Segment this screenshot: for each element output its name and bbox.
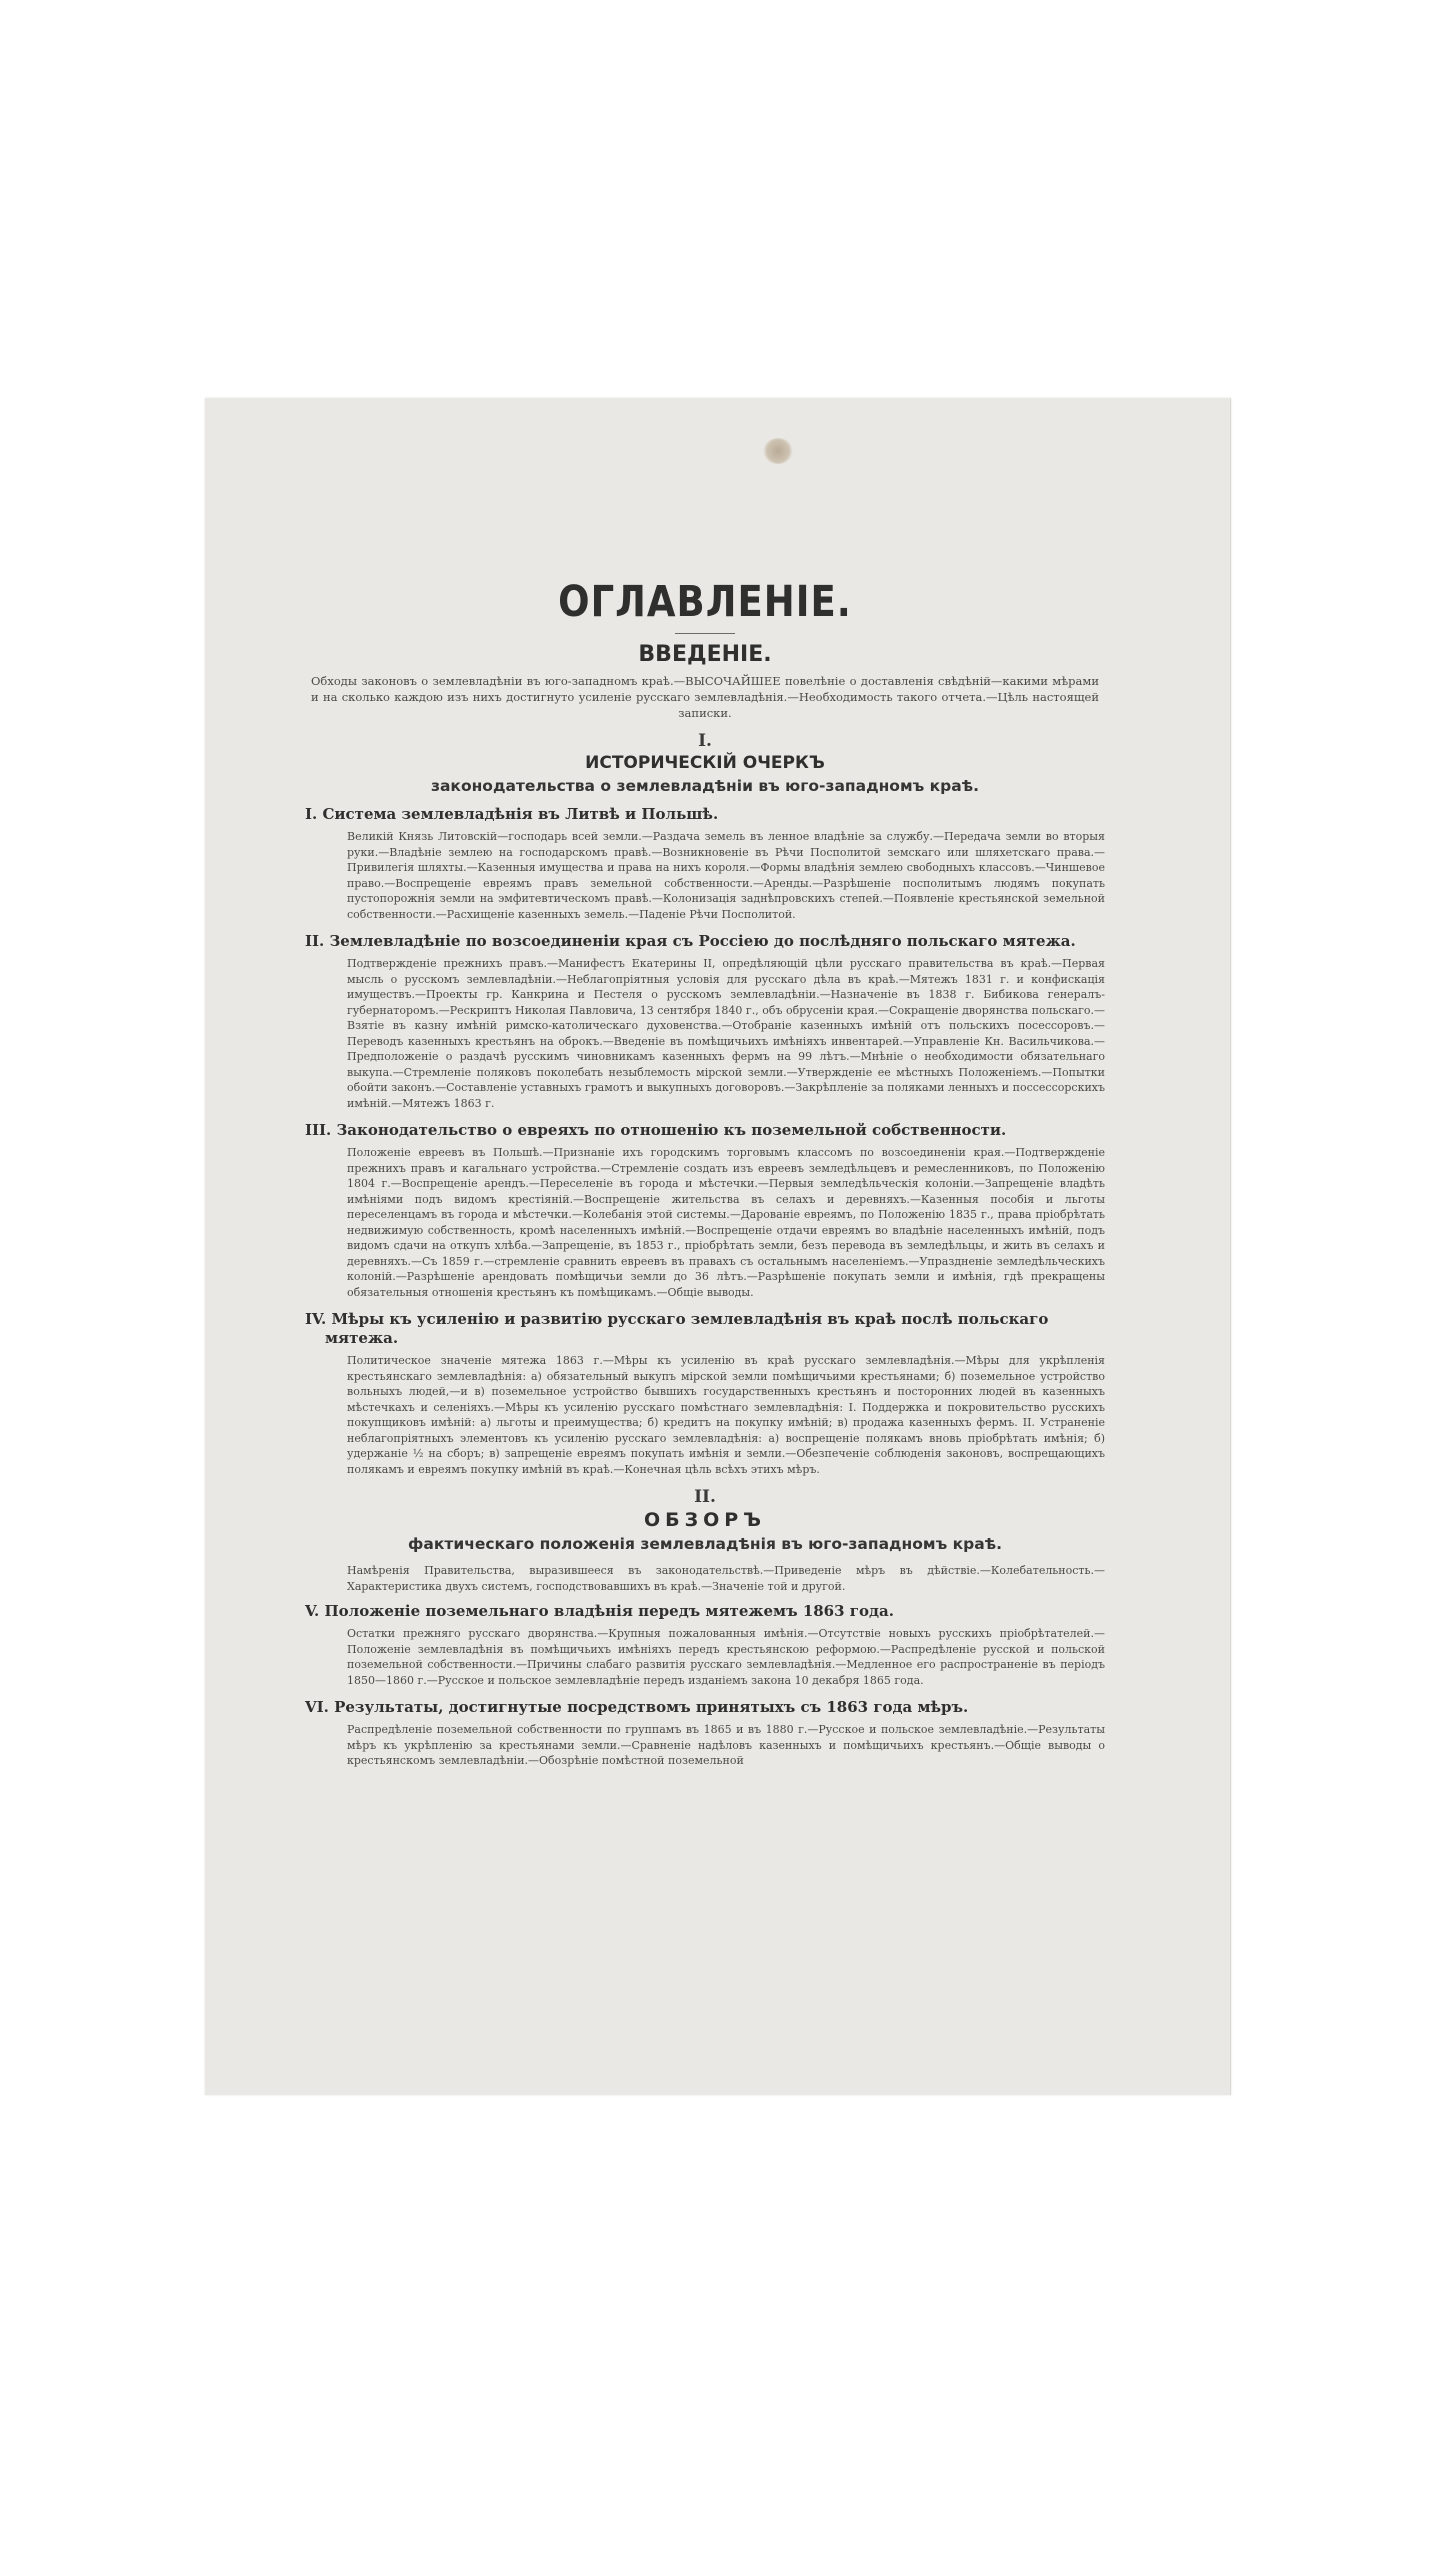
section-heading: VI. Результаты, достигнутые посредствомъ принятыхъ съ 1863 года мѣръ. [305, 1698, 969, 1716]
section-summary: Распредѣленіе поземельной собственности по группамъ въ 1865 и въ 1880 г.—Русское и польское землевладѣніе.—Результаты мѣръ къ укрѣпленію за крестьянами земли.—Сравненіе надѣловъ казенныхъ и помѣщичьихъ крестьянъ.—Общіе выводы о крестьянскомъ землевладѣніи.—Обозрѣніе помѣстной поземельной [347, 1723, 1105, 1767]
part-2-subtitle: фактическаго положенія землевладѣнія въ юго-западномъ краѣ. [408, 1535, 1002, 1553]
table-of-contents [305, 576, 1105, 1779]
part-2-intro-text: Намѣренія Правительства, выразившееся въ законодательствѣ.—Приведеніе мѣръ въ дѣйствіе.—Колебательность.—Характеристика двухъ системъ, господствовавшихъ въ краѣ.—Значеніе той и другой. [347, 1564, 1105, 1593]
section-summary: Политическое значеніе мятежа 1863 г.—Мѣры къ усиленію въ краѣ русскаго землевладѣнія.—Мѣры для укрѣпленія крестьянскаго землевладѣнія: а) обязательный выкупъ мірской земли помѣщичьими крестьянами; б) поземельное устройство вольныхъ людей,—и в) поземельное устройство бывшихъ государственныхъ крестьянъ и посторонних людей въ казенныхъ мѣстечкахъ и селеніяхъ.—Мѣры къ усиленію русскаго помѣстнаго землевладѣнія: I. Поддержка и покровительство русскихъ покупщиковъ имѣній: а) льготы и преимущества; б) кредитъ на покупку имѣній; в) продажа казенныхъ фермъ. II. Устраненіе неблагопріятныхъ элементовъ къ усиленію русскаго землевладѣнія: а) воспрещеніе полякамъ вновь пріобрѣтать имѣнія; б) удержаніе ½ на сборъ; в) запрещеніе евреямъ покупать имѣнія и земли.—Обезпеченіе соблюденія законовъ, воспрещающихъ полякамъ и евреямъ покупку имѣній въ краѣ.—Конечная цѣль всѣхъ этихъ мѣръ. [347, 1354, 1105, 1476]
document-page [205, 398, 1231, 2095]
section-heading: V. Положеніе поземельнаго владѣнія передъ мятежемъ 1863 года. [305, 1602, 894, 1620]
toc-section [305, 1121, 1105, 1300]
intro-text: Обходы законовъ о землевладѣніи въ юго-западномъ краѣ.—ВЫСОЧАЙШЕЕ повелѣніе о доставленія свѣдѣній—какими мѣрами и на сколько каждою изъ нихъ достигнуто усиленіе русскаго землевладѣнія.—Необходимость такого отчета.—Цѣль настоящей записки. [311, 674, 1099, 720]
title-divider [675, 633, 735, 634]
part-1-number: I. [698, 731, 712, 751]
section-heading: I. Система землевладѣнія въ Литвѣ и Польшѣ. [305, 805, 719, 823]
section-summary: Положеніе евреевъ въ Польшѣ.—Признаніе ихъ городскимъ торговымъ классомъ по возсоединеніи края.—Подтвержденіе прежнихъ правъ и кагальнаго устройства.—Стремленіе создать изъ евреевъ земледѣльцевъ и ремесленниковъ, по Положенію 1804 г.—Воспрещеніе арендъ.—Переселеніе въ города и мѣстечки.—Первыя земледѣльческія колоніи.—Запрещеніе владѣть имѣніями подъ видомъ крестіяній.—Воспрещеніе жительства въ селахъ и деревняхъ.—Казенныя пособія и льготы переселенцамъ въ города и мѣстечки.—Колебанія этой системы.—Дарованіе евреямъ, по Положенію 1835 г., права пріобрѣтать недвижимую собственность, кромѣ населенныхъ имѣній.—Воспрещеніе отдачи евреямъ во владѣніе населенныхъ имѣній, подъ видомъ сдачи на откупъ хлѣба.—Запрещеніе, въ 1853 г., пріобрѣтать земли, безъ перевода въ земледѣльцы, и жить въ селахъ и деревняхъ.—Съ 1859 г.—стремленіе сравнить евреевъ въ правахъ съ остальнымъ населеніемъ.—Упраздненіе земледѣльческихъ колоній.—Разрѣшеніе арендовать помѣщичьи земли до 36 лѣтъ.—Разрѣшеніе покупать земли и имѣнія, гдѣ прекращены обязательныя отношенія крестьянъ къ помѣщикамъ.—Общіе выводы. [347, 1146, 1105, 1299]
section-summary: Подтвержденіе прежнихъ правъ.—Манифестъ Екатерины II, опредѣляющій цѣли русскаго правительства въ краѣ.—Первая мысль о русскомъ землевладѣніи.—Неблагопріятныя условія для русскаго дѣла въ краѣ.—Мятежъ 1831 г. и конфискація имуществъ.—Проекты гр. Канкрина и Пестеля о русскомъ землевладѣніи.—Назначеніе въ 1838 г. Бибикова генералъ-губернаторомъ.—Рескриптъ Николая Павловича, 13 сентября 1840 г., объ обрусеніи края.—Сокращеніе дворянства польскаго.—Взятіе въ казну имѣній римско-католическаго духовенства.—Отобраніе казенныхъ имѣній отъ польскихъ посессоровъ.—Переводъ казенныхъ крестьянъ на оброкъ.—Введеніе въ помѣщичьихъ имѣніяхъ инвентарей.—Управленіе Кн. Васильчикова.—Предположеніе о раздачѣ русскимъ чиновникамъ казенныхъ фермъ на 99 лѣтъ.—Мнѣніе о необходимости обязательнаго выкупа.—Стремленіе поляковъ поколебать незыблемость мірской земли.—Утвержденіе ее мѣстныхъ Положеніемъ.—Попытки обойти законъ.—Составленіе уставныхъ грамотъ и выкупныхъ договоровъ.—Закрѣпленіе за поляками ленныхъ и поссессорскихъ имѣній.—Мятежъ 1863 г. [347, 957, 1105, 1110]
page-title: ОГЛАВЛЕНІЕ. [558, 576, 852, 627]
toc-section [305, 1310, 1105, 1477]
section-heading: IV. Мѣры къ усиленію и развитію русскаго землевладѣнія въ краѣ послѣ польскаго мятежа. [305, 1310, 1049, 1347]
toc-section [305, 1602, 1105, 1688]
toc-section [305, 805, 1105, 922]
toc-section [305, 1698, 1105, 1769]
paper-stain [763, 438, 793, 464]
part-1-subtitle: законодательства о землевладѣніи въ юго-западномъ краѣ. [430, 777, 980, 795]
section-heading: II. Землевладѣніе по возсоединеніи края съ Россіею до послѣдняго польскаго мятежа. [305, 932, 1076, 950]
section-summary: Остатки прежняго русскаго дворянства.—Крупныя пожалованныя имѣнія.—Отсутствіе новыхъ русскихъ пріобрѣтателей.—Положеніе землевладѣнія въ помѣщичьихъ имѣніяхъ передъ крестьянскою реформою.—Распредѣленіе русской и польской поземельной собственности.—Причины слабаго развитія русскаго землевладѣнія.—Медленное его распространеніе въ періодъ 1850—1860 г.—Русское и польское землевладѣніе передъ изданіемъ закона 10 декабря 1865 года. [347, 1627, 1105, 1687]
part-2-title: ОБЗОРЪ [643, 1509, 767, 1531]
part-1-title: ИСТОРИЧЕСКІЙ ОЧЕРКЪ [585, 753, 825, 773]
intro-heading: ВВЕДЕНІЕ. [638, 642, 772, 667]
toc-section [305, 932, 1105, 1111]
section-summary: Великій Князь Литовскій—господарь всей земли.—Раздача земель въ ленное владѣніе за службу.—Передача земли во вторыя руки.—Владѣніе землею на господарскомъ правѣ.—Возникновеніе въ Рѣчи Посполитой земскаго или шляхетскаго права.—Привилегія шляхты.—Казенныя имущества и права на нихъ короля.—Формы владѣнія землею свободныхъ классовъ.—Чиншевое право.—Воспрещеніе евреямъ правъ земельной собственности.—Аренды.—Разрѣшеніе посполитымъ людямъ покупать пустопорожнія земли на эмфитевтическомъ правѣ.—Колонизація заднѣпровскихъ степей.—Появленіе крестьянской земельной собственности.—Расхищеніе казенныхъ земель.—Паденіе Рѣчи Посполитой. [347, 830, 1105, 921]
section-heading: III. Законодательство о евреяхъ по отношенію къ поземельной собственности. [305, 1121, 1007, 1139]
part-2-number: II. [694, 1487, 716, 1507]
